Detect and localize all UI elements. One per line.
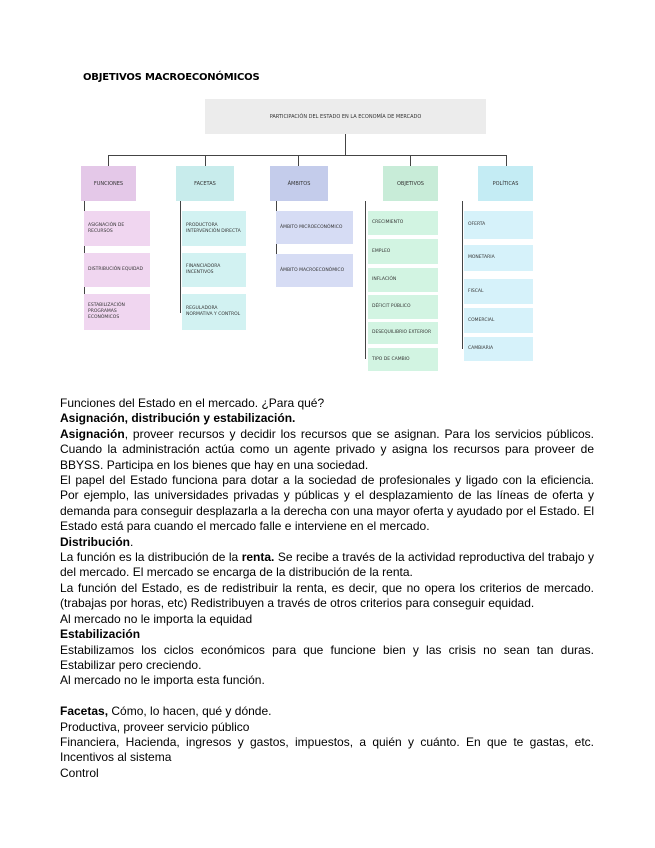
paragraph: Estabilizamos los ciclos económicos para que funcione bien y las crisis no sean tan duras. Estabilizar pero creciendo. — [60, 642, 594, 672]
paragraph: Al mercado no le importa esta función. — [60, 673, 265, 688]
paragraph: Financiera, Hacienda, ingresos y gastos, impuestos, a quién y cuánto. En que te gastas, etc. Incentivos al sistema — [60, 734, 594, 765]
objetivos-item: TIPO DE CAMBIO — [368, 348, 438, 371]
category-politicas: POLÍTICAS — [478, 166, 533, 201]
connector — [298, 155, 299, 166]
paragraph-text: , proveer recursos y decidir los recursos que se asignan. Para los servicios públicos. Cuando la administración actúa como un agente privado y asigna los recursos para proveer de BBYSS. Participa en los bienes que hay en una sociedad. — [60, 426, 594, 472]
politicas-item: FISCAL — [464, 279, 533, 304]
paragraph: Funciones del Estado en el mercado. ¿Para qué? — [60, 396, 325, 410]
connector — [108, 155, 109, 166]
funciones-item: DISTRIBUCIÓN EQUIDAD — [84, 253, 150, 287]
facetas-item: REGULADORA NORMATIVA Y CONTROL — [182, 294, 246, 330]
funciones-item: ESTABILIZACIÓN PROGRAMAS ECONÓMICOS — [84, 294, 150, 330]
category-ambitos: ÁMBITOS — [270, 166, 328, 201]
paragraph: La función del Estado, es de redistribuir la renta, es decir, que no opera los criterios de mercado. (trabajas por horas, etc) Redistribuyen a través de otros criterios para conseguir equidad. — [60, 580, 594, 611]
category-facetas: FACETAS — [176, 166, 234, 201]
subheading — [60, 535, 594, 550]
politicas-item: CAMBIARIA — [464, 337, 533, 361]
funciones-item: ASIGNACIÓN DE RECURSOS — [84, 211, 150, 246]
category-objetivos: OBJETIVOS — [383, 166, 438, 201]
paragraph — [60, 427, 594, 473]
bold-term: Asignación — [60, 426, 125, 441]
connector — [345, 134, 346, 155]
politicas-item: COMERCIAL — [464, 308, 533, 333]
objetivos-item: DÉFICIT PÚBLICO — [368, 295, 438, 319]
page-title: OBJETIVOS MACROECONÓMICOS — [83, 72, 260, 83]
connector — [108, 155, 506, 156]
subheading-text: Estabilización — [60, 627, 141, 642]
ambitos-item: ÁMBITO MICROECONÓMICO — [276, 211, 353, 244]
connector — [205, 155, 206, 166]
objetivos-item: CRECIMIENTO — [368, 211, 438, 235]
punctuation: . — [130, 534, 134, 549]
politicas-item: MONETARIA — [464, 245, 533, 271]
paragraph-text: La función es la distribución de la — [60, 550, 242, 565]
connector — [506, 155, 507, 166]
subheading-text: Asignación, distribución y estabilización. — [60, 411, 296, 426]
paragraph: Control — [60, 765, 99, 780]
diagram-root: PARTICIPACIÓN DEL ESTADO EN LA ECONOMÍA DE MERCADO — [205, 99, 486, 134]
facetas-item: PRODUCTORA INTERVENCIÓN DIRECTA — [182, 211, 246, 246]
paragraph: Al mercado no le importa la equidad — [60, 611, 253, 626]
facetas-item: FINANCIADORA INCENTIVOS — [182, 253, 246, 287]
paragraph — [60, 704, 594, 719]
paragraph-text: Se recibe a través de la actividad reproductiva del trabajo y del mercado. El mercado se encarga de la distribución de la renta. — [60, 550, 594, 580]
subheading — [60, 411, 594, 426]
connector — [365, 201, 366, 359]
bold-term: Facetas, — [60, 704, 109, 719]
paragraph — [60, 550, 594, 581]
objetivos-item: DESEQUILIBRIO EXTERIOR — [368, 322, 438, 344]
connector — [410, 155, 411, 166]
paragraph: Productiva, proveer servicio público — [60, 719, 250, 734]
spacer — [60, 689, 594, 704]
document-body — [60, 396, 594, 781]
org-diagram — [0, 0, 655, 390]
connector — [180, 201, 181, 313]
connector — [462, 201, 463, 349]
objetivos-item: INFLACIÓN — [368, 268, 438, 292]
subheading — [60, 627, 594, 642]
politicas-item: OFERTA — [464, 211, 533, 239]
objetivos-item: EMPLEO — [368, 239, 438, 264]
category-funciones: FUNCIONES — [81, 166, 136, 201]
paragraph-text: Cómo, lo hacen, qué y dónde. — [108, 704, 272, 719]
bold-term: renta. — [241, 550, 275, 565]
paragraph: El papel del Estado funciona para dotar a la sociedad de profesionales y ligado con la eficiencia. Por ejemplo, las universidades privadas y públicas y el desplazamiento de las líneas de oferta y demanda para conseguir desplazarla a la derecha con una mayor oferta y ayudado por el Estado. El Estado está para cuando el mercado falle e interviene en el mercado. — [60, 473, 594, 534]
subheading-text: Distribución — [60, 534, 131, 549]
ambitos-item: ÁMBITO MACROECONÓMICO — [276, 254, 353, 287]
